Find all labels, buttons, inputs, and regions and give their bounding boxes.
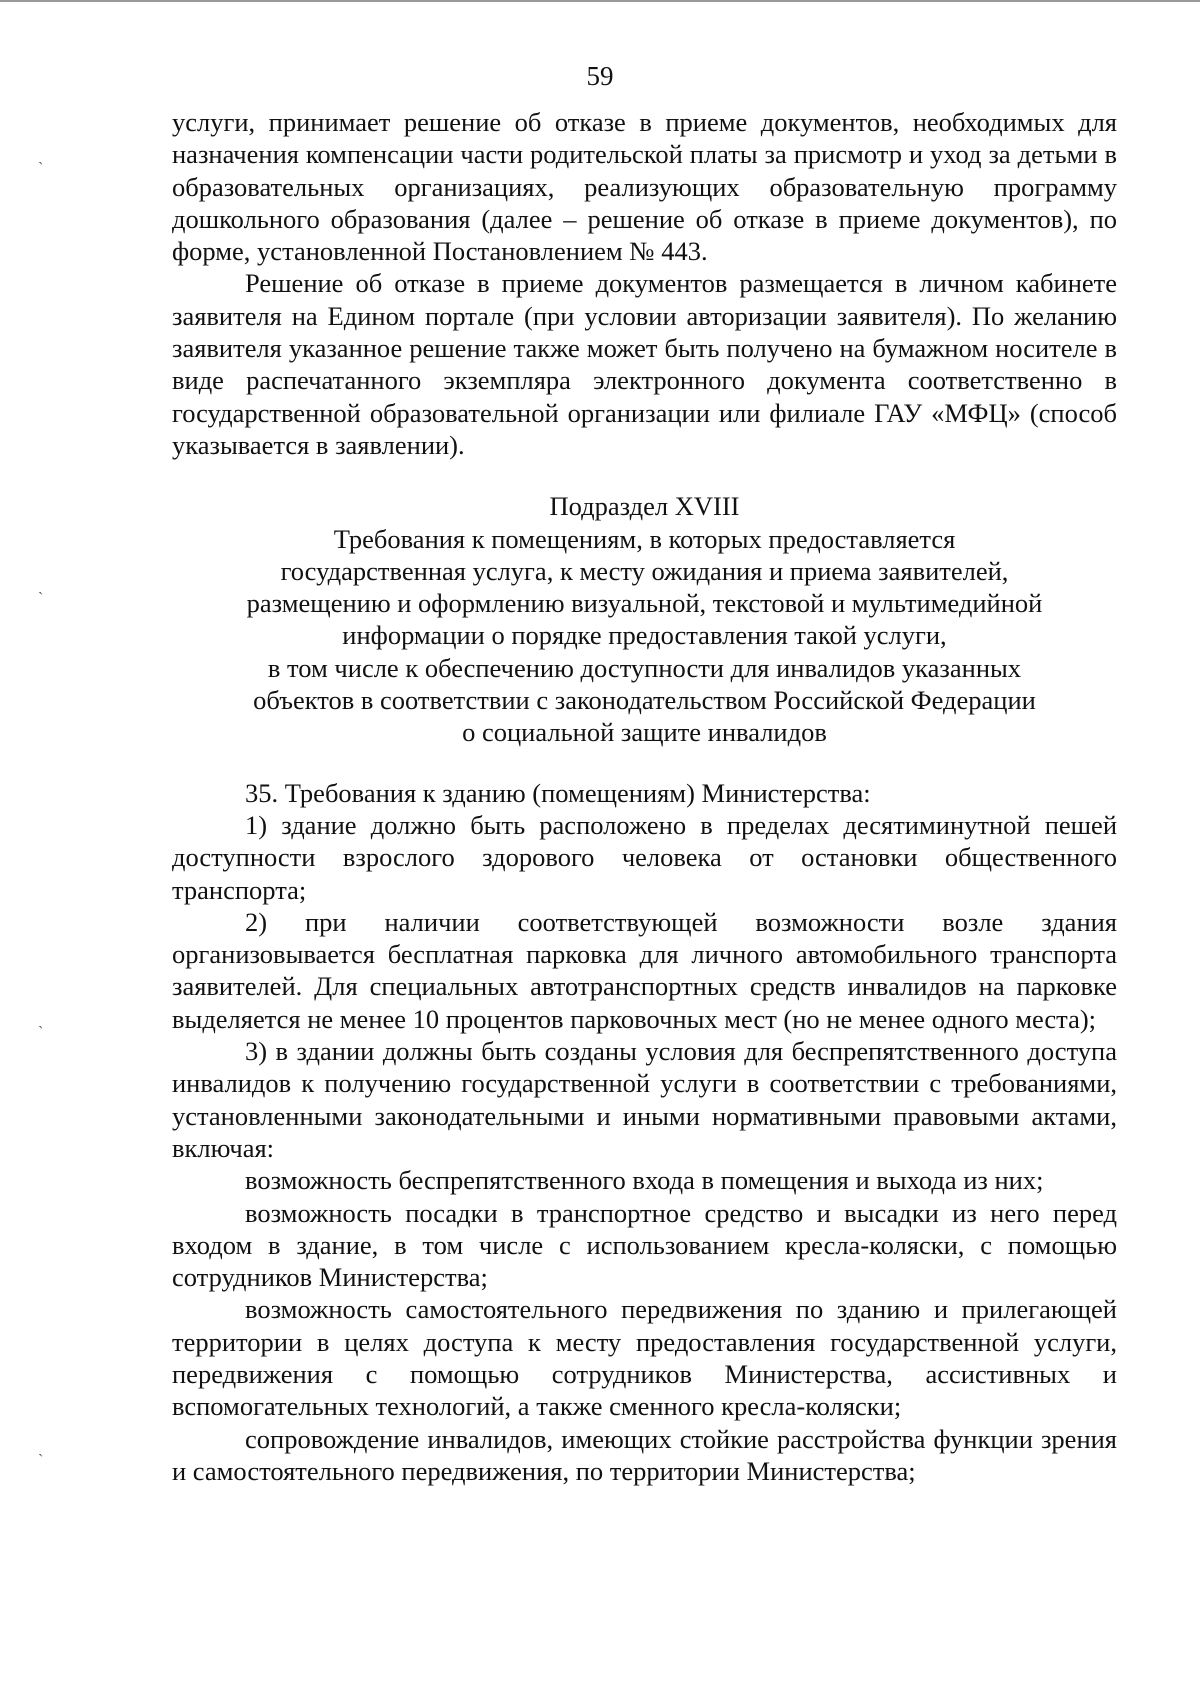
heading-line: о социальной защите инвалидов xyxy=(462,717,827,748)
heading-line: объектов в соответствии с законодательством Российской Федерации xyxy=(253,685,1036,716)
paragraph-refusal-placement: Решение об отказе в приеме документов размещается в личном кабинете заявителя на Едином портале (при условии авторизации заявителя). По желанию заявителя указанное решение также может быть получено на бумажном носителе в виде распечатанного экземпляра электронного документа соответственно в государственной образовательной организации или филиале ГАУ «МФЦ» (способ указывается в заявлении). xyxy=(172,268,1117,460)
requirement-item: сопровождение инвалидов, имеющих стойкие расстройства функции зрения и самостоятельного передвижения, по территории Министерства; xyxy=(172,1423,1117,1486)
heading-line: информации о порядке предоставления такой услуги, xyxy=(342,620,947,651)
paragraph-continuation: услуги, принимает решение об отказе в приеме документов, необходимых для назначения компенсации части родительской платы за присмотр и уход за детьми в образовательных организациях, реализующих образовательную программу дошкольного образования (далее – решение об отказе в приеме документов), по форме, установленной Постановлением № 443. xyxy=(172,107,1117,267)
scan-speck-mark: ˎ xyxy=(38,578,44,595)
subsection-title: Подраздел XVIII xyxy=(549,491,740,522)
document-body xyxy=(172,106,1117,1487)
requirement-item: 2) при наличии соответствующей возможности возле здания организовывается бесплатная парковка для личного автомобильного транспорта заявителей. Для специальных автотранспортных средств инвалидов на парковке выделяется не менее 10 процентов парковочных мест (но не менее одного места); xyxy=(172,906,1117,1034)
requirement-item: 3) в здании должны быть созданы условия для беспрепятственного доступа инвалидов к получению государственной услуги в соответствии с требованиями, установленными законодательными и иными нормативными правовыми актами, включая: xyxy=(172,1036,1117,1163)
scan-edge-line xyxy=(0,0,1200,2)
page-number: 59 xyxy=(586,61,614,91)
subsection-heading xyxy=(172,490,1117,748)
spacer xyxy=(172,461,1117,490)
heading-line: в том числе к обеспечению доступности для инвалидов указанных xyxy=(267,652,1022,683)
heading-line: государственная услуга, к месту ожидания и приема заявителей, xyxy=(280,555,1009,586)
requirement-item: 1) здание должно быть расположено в пределах десятиминутной пешей доступности взрослого здорового человека от остановки общественного транспорта; xyxy=(172,809,1117,905)
section-35-intro: 35. Требования к зданию (помещениям) Министерства: xyxy=(245,777,871,808)
scan-speck-mark: ˎ xyxy=(38,148,44,165)
scan-speck-mark: ˎ xyxy=(38,1440,44,1457)
requirement-item: возможность самостоятельного передвижения по зданию и прилегающей территории в целях доступа к месту предоставления государственной услуги, передвижения с помощью сотрудников Министерства, ассистивных и вспомогательных технологий, а также сменного кресла-коляски; xyxy=(172,1294,1117,1422)
heading-line: размещению и оформлению визуальной, текстовой и мультимедийной xyxy=(246,588,1043,619)
heading-line: Требования к помещениям, в которых предоставляется xyxy=(333,523,956,554)
requirement-item: возможность беспрепятственного входа в помещения и выхода из них; xyxy=(245,1165,1044,1196)
scan-speck-mark: ˎ xyxy=(38,1012,44,1029)
spacer xyxy=(172,749,1117,777)
requirement-item: возможность посадки в транспортное средство и высадки из него перед входом в здание, в том числе с использованием кресла-коляски, с помощью сотрудников Министерства; xyxy=(172,1197,1117,1293)
